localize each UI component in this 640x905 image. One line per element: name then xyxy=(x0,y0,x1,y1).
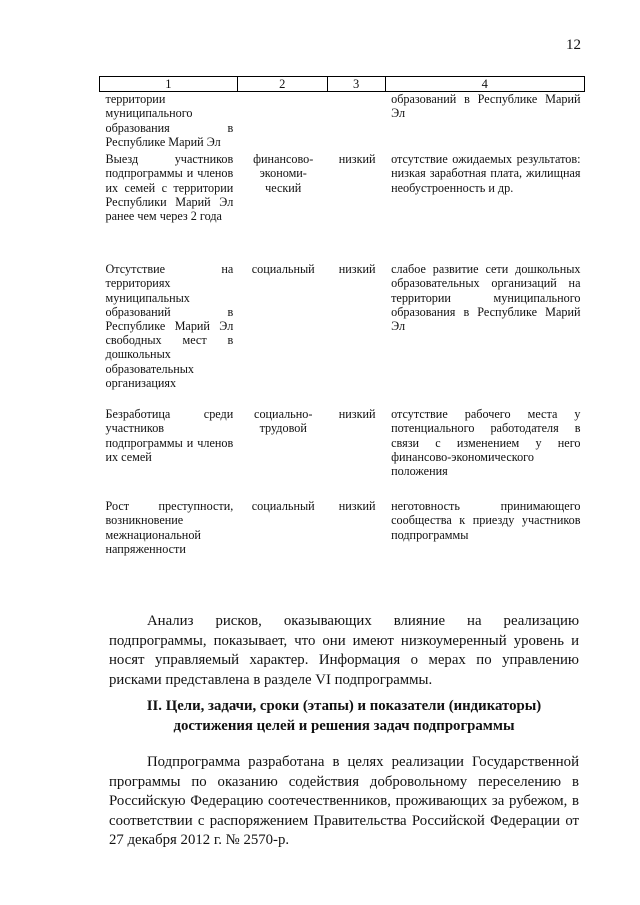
consequence-cell: слабое развитие сети дошкольных образовательных организаций на территории муниципального образования в Республике Марий Эл xyxy=(391,262,581,334)
table-row xyxy=(100,92,585,153)
risk-cell: территории муниципального образования в Республике Марий Эл xyxy=(105,92,234,149)
risk-type-cell: финансово- экономи- ческий xyxy=(253,152,314,195)
risk-type-cell: социальный xyxy=(251,262,315,277)
risk-cell: Отсутствие на территориях муниципальных образований в Республике Марий Эл свободных мест в дошкольных образовательных организациях xyxy=(105,262,234,390)
risk-analysis-paragraph: Анализ рисков, оказывающих влияние на реализацию подпрограммы, показывает, что они имеют низкоумеренный уровень и носят управляемый характер. Информация о мерах по управлению рисками представлена в разделе VI подпрограммы. xyxy=(109,613,579,688)
risk-cell: Выезд участников подпрограммы и членов их семей с территории Республики Марий Эл ранее чем через 2 года xyxy=(105,152,234,224)
risk-type-cell: социально- трудовой xyxy=(254,407,313,436)
column-header: 4 xyxy=(385,77,584,92)
table-row xyxy=(100,262,585,407)
page-number: 12 xyxy=(566,37,581,53)
risk-level-cell: низкий xyxy=(338,407,376,422)
consequence-cell: образований в Республике Марий Эл xyxy=(391,92,581,121)
table-row xyxy=(100,499,585,556)
section-heading: II. Цели, задачи, сроки (этапы) и показатели (индикаторы) достижения целей и решения задач подпрограммы xyxy=(146,698,542,734)
column-header: 2 xyxy=(237,77,327,92)
column-header: 3 xyxy=(327,77,385,92)
table-row xyxy=(100,152,585,262)
risk-level-cell: низкий xyxy=(338,152,376,167)
risk-level-cell: низкий xyxy=(338,499,376,514)
column-header: 1 xyxy=(100,77,238,92)
risk-level-cell xyxy=(327,92,385,153)
purpose-paragraph: Подпрограмма разработана в целях реализации Государственной программы по оказанию содействия добровольному переселению в Российскую Федерацию соотечественников, проживающих за рубежом, в соответствии с распоряжением Правительства Российской Федерации от 27 декабря 2012 г. № 2570-р. xyxy=(109,754,579,848)
risk-level-cell: низкий xyxy=(338,262,376,277)
risk-cell: Безработица среди участников подпрограммы и членов их семей xyxy=(105,407,234,464)
risk-table xyxy=(99,76,585,556)
risk-type-cell: социальный xyxy=(251,499,315,514)
risk-type-cell xyxy=(237,92,327,153)
table-row xyxy=(100,407,585,499)
consequence-cell: отсутствие рабочего места у потенциального работодателя в связи с изменением у него финансово-экономического положения xyxy=(391,407,581,479)
risk-cell: Рост преступности, возникновение межнациональной напряженности xyxy=(105,499,234,556)
table-header-row xyxy=(100,77,585,92)
consequence-cell: неготовность принимающего сообщества к приезду участников подпрограммы xyxy=(391,499,581,542)
consequence-cell: отсутствие ожидаемых результатов: низкая заработная плата, жилищная необустроенность и др. xyxy=(391,152,581,195)
